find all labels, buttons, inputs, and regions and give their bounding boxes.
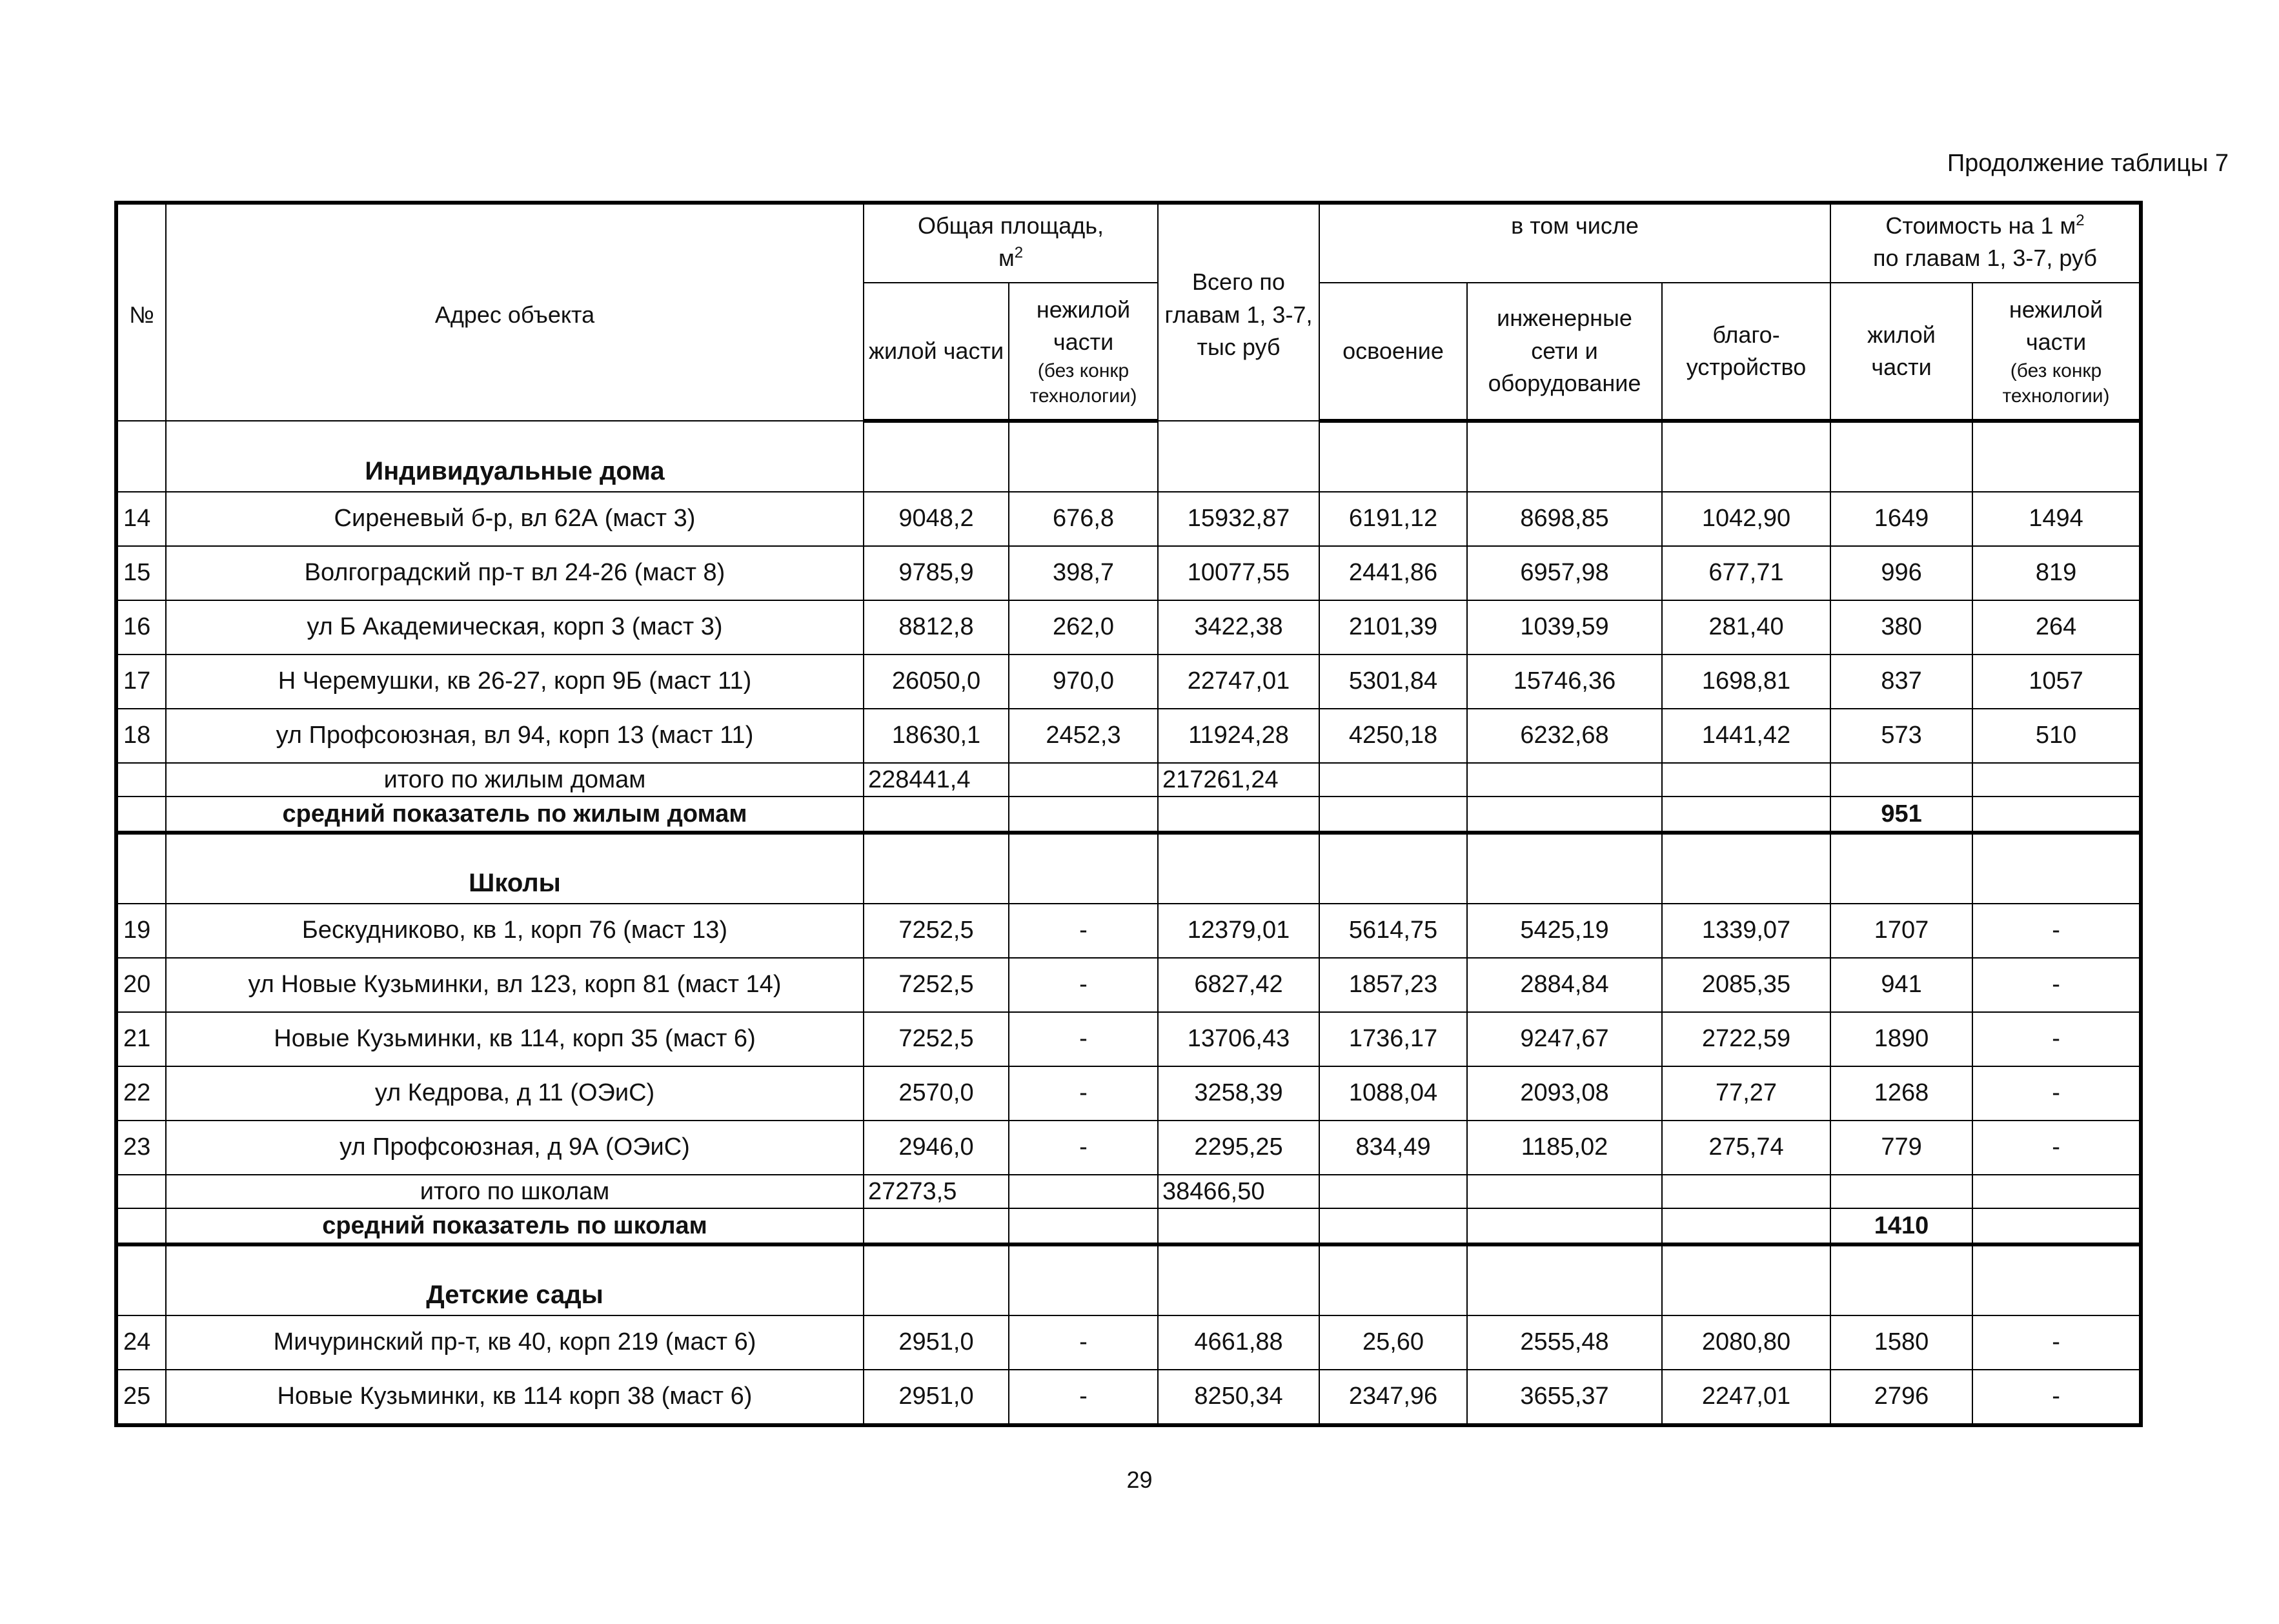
header-cost	[1830, 203, 2141, 283]
cell-engineering: 3655,37	[1467, 1370, 1662, 1425]
cell-cost-nonresidential: -	[1972, 1315, 2141, 1370]
cell-address: ул Б Академическая, корп 3 (маст 3)	[166, 600, 864, 655]
empty-cell	[116, 763, 166, 797]
empty-cell	[116, 833, 166, 904]
cell-development: 5614,75	[1319, 904, 1467, 958]
empty-cell	[1009, 797, 1158, 833]
header-area-unit: м	[998, 245, 1015, 272]
empty-cell	[1467, 421, 1662, 492]
table-row	[116, 1315, 2141, 1370]
cell-address: Н Черемушки, кв 26-27, корп 9Б (маст 11)	[166, 655, 864, 709]
cell-engineering: 15746,36	[1467, 655, 1662, 709]
cell-total-cost: 3422,38	[1158, 600, 1319, 655]
cell-development: 1736,17	[1319, 1012, 1467, 1066]
section-header-row	[116, 421, 2141, 492]
empty-cell	[1467, 1175, 1662, 1208]
cell-area-nonresidential: 262,0	[1009, 600, 1158, 655]
empty-cell	[1009, 421, 1158, 492]
cell-row-number: 21	[116, 1012, 166, 1066]
empty-cell	[116, 1175, 166, 1208]
average-row	[116, 797, 2141, 833]
section-header-row	[116, 1244, 2141, 1315]
empty-cell	[1662, 1208, 1830, 1244]
table-row	[116, 958, 2141, 1012]
cell-area-residential: 8812,8	[864, 600, 1009, 655]
cell-area-residential: 7252,5	[864, 904, 1009, 958]
cell-development: 834,49	[1319, 1121, 1467, 1175]
empty-cell	[1009, 763, 1158, 797]
cell-row-number: 23	[116, 1121, 166, 1175]
cell-total-cost: 4661,88	[1158, 1315, 1319, 1370]
cell-engineering: 2884,84	[1467, 958, 1662, 1012]
cell-landscaping: 2085,35	[1662, 958, 1830, 1012]
cell-landscaping: 2722,59	[1662, 1012, 1830, 1066]
cell-landscaping: 1042,90	[1662, 492, 1830, 546]
empty-cell	[1009, 1175, 1158, 1208]
cell-total-cost: 15932,87	[1158, 492, 1319, 546]
total-area: 27273,5	[864, 1175, 1009, 1208]
cell-cost-residential: 1707	[1830, 904, 1972, 958]
cell-area-nonresidential: 398,7	[1009, 546, 1158, 600]
empty-cell	[1972, 763, 2141, 797]
empty-cell	[864, 1244, 1009, 1315]
table-row	[116, 600, 2141, 655]
cell-cost-residential: 380	[1830, 600, 1972, 655]
cell-area-nonresidential: 676,8	[1009, 492, 1158, 546]
cell-row-number: 15	[116, 546, 166, 600]
cell-area-nonresidential: -	[1009, 1370, 1158, 1425]
cell-development: 2347,96	[1319, 1370, 1467, 1425]
empty-cell	[1158, 1244, 1319, 1315]
cell-cost-residential: 1580	[1830, 1315, 1972, 1370]
empty-cell	[1662, 1175, 1830, 1208]
empty-cell	[1972, 1244, 2141, 1315]
cell-total-cost: 22747,01	[1158, 655, 1319, 709]
cell-cost-residential: 996	[1830, 546, 1972, 600]
cell-area-nonresidential: 2452,3	[1009, 709, 1158, 763]
cell-engineering: 1039,59	[1467, 600, 1662, 655]
empty-cell	[1467, 833, 1662, 904]
cell-area-nonresidential: -	[1009, 1012, 1158, 1066]
cell-development: 25,60	[1319, 1315, 1467, 1370]
empty-cell	[1830, 833, 1972, 904]
cell-area-nonresidential: -	[1009, 904, 1158, 958]
cell-cost-nonresidential: 819	[1972, 546, 2141, 600]
cell-area-nonresidential: -	[1009, 958, 1158, 1012]
cell-development: 4250,18	[1319, 709, 1467, 763]
cell-cost-nonresidential: -	[1972, 1012, 2141, 1066]
table-row	[116, 1066, 2141, 1121]
empty-cell	[1467, 1208, 1662, 1244]
cell-area-residential: 2570,0	[864, 1066, 1009, 1121]
cell-engineering: 6957,98	[1467, 546, 1662, 600]
empty-cell	[1009, 1208, 1158, 1244]
cell-row-number: 22	[116, 1066, 166, 1121]
empty-cell	[1319, 1175, 1467, 1208]
cell-area-nonresidential: -	[1009, 1315, 1158, 1370]
empty-cell	[1319, 763, 1467, 797]
empty-cell	[116, 1244, 166, 1315]
cell-cost-residential: 1649	[1830, 492, 1972, 546]
header-landscaping: благо-устройство	[1662, 283, 1830, 421]
header-cost-title: Стоимость на 1 м	[1885, 212, 2076, 239]
header-cost-sup: 2	[2076, 212, 2085, 229]
header-cost-res: жилой части	[1830, 283, 1972, 421]
cell-cost-residential: 1890	[1830, 1012, 1972, 1066]
header-area-nonres	[1009, 283, 1158, 421]
cell-development: 5301,84	[1319, 655, 1467, 709]
empty-cell	[1662, 421, 1830, 492]
total-label: итого по жилым домам	[166, 763, 864, 797]
empty-cell	[1319, 797, 1467, 833]
cell-row-number: 17	[116, 655, 166, 709]
cell-address: Волгоградский пр-т вл 24-26 (маст 8)	[166, 546, 864, 600]
cell-row-number: 16	[116, 600, 166, 655]
empty-cell	[1972, 1175, 2141, 1208]
empty-cell	[1972, 421, 2141, 492]
cell-area-residential: 2951,0	[864, 1315, 1009, 1370]
cell-landscaping: 281,40	[1662, 600, 1830, 655]
section-header-row	[116, 833, 2141, 904]
empty-cell	[1972, 797, 2141, 833]
table-body	[116, 421, 2141, 1425]
cell-cost-nonresidential: -	[1972, 958, 2141, 1012]
cell-area-nonresidential: -	[1009, 1066, 1158, 1121]
empty-cell	[864, 833, 1009, 904]
cell-cost-residential: 837	[1830, 655, 1972, 709]
empty-cell	[116, 797, 166, 833]
cell-address: ул Кедрова, д 11 (ОЭиС)	[166, 1066, 864, 1121]
cell-area-residential: 9785,9	[864, 546, 1009, 600]
cell-total-cost: 3258,39	[1158, 1066, 1319, 1121]
table-row	[116, 1370, 2141, 1425]
table-row	[116, 546, 2141, 600]
empty-cell	[1158, 833, 1319, 904]
cell-area-residential: 7252,5	[864, 1012, 1009, 1066]
header-area	[864, 203, 1158, 283]
header-area-nonres-label: нежилой части	[1036, 296, 1131, 355]
cell-engineering: 2093,08	[1467, 1066, 1662, 1121]
cell-engineering: 6232,68	[1467, 709, 1662, 763]
empty-cell	[1467, 1244, 1662, 1315]
empty-cell	[1158, 421, 1319, 492]
header-area-nonres-note: (без конкр технологии)	[1029, 360, 1137, 407]
cell-cost-nonresidential: 1057	[1972, 655, 2141, 709]
cell-cost-nonresidential: -	[1972, 1370, 2141, 1425]
cell-development: 2441,86	[1319, 546, 1467, 600]
total-cost: 217261,24	[1158, 763, 1319, 797]
header-area-unit-sup: 2	[1014, 244, 1024, 262]
cell-area-residential: 2946,0	[864, 1121, 1009, 1175]
empty-cell	[1972, 1208, 2141, 1244]
cell-engineering: 1185,02	[1467, 1121, 1662, 1175]
total-row	[116, 1175, 2141, 1208]
total-label: итого по школам	[166, 1175, 864, 1208]
cell-landscaping: 275,74	[1662, 1121, 1830, 1175]
empty-cell	[1009, 833, 1158, 904]
empty-cell	[1662, 763, 1830, 797]
cell-area-residential: 26050,0	[864, 655, 1009, 709]
cell-landscaping: 77,27	[1662, 1066, 1830, 1121]
cell-landscaping: 2080,80	[1662, 1315, 1830, 1370]
total-row	[116, 763, 2141, 797]
empty-cell	[1662, 1244, 1830, 1315]
cell-area-residential: 9048,2	[864, 492, 1009, 546]
header-including: в том числе	[1319, 203, 1830, 283]
cell-address: ул Профсоюзная, д 9А (ОЭиС)	[166, 1121, 864, 1175]
empty-cell	[1467, 763, 1662, 797]
header-engineering: инженерные сети и оборудование	[1467, 283, 1662, 421]
empty-cell	[1319, 1208, 1467, 1244]
header-no: №	[116, 203, 166, 421]
cell-total-cost: 12379,01	[1158, 904, 1319, 958]
cell-cost-nonresidential: -	[1972, 1121, 2141, 1175]
average-label: средний показатель по школам	[166, 1208, 864, 1244]
cost-table	[114, 201, 2143, 1427]
total-cost: 38466,50	[1158, 1175, 1319, 1208]
empty-cell	[1158, 1208, 1319, 1244]
table-row	[116, 1012, 2141, 1066]
header-total: Всего по главам 1, 3-7, тыс руб	[1158, 203, 1319, 421]
header-cost-nonres-label: нежилой части	[2009, 296, 2103, 355]
cell-row-number: 20	[116, 958, 166, 1012]
cell-cost-residential: 1268	[1830, 1066, 1972, 1121]
cell-total-cost: 8250,34	[1158, 1370, 1319, 1425]
section-title: Индивидуальные дома	[166, 421, 864, 492]
cell-row-number: 25	[116, 1370, 166, 1425]
cell-row-number: 19	[116, 904, 166, 958]
cell-total-cost: 10077,55	[1158, 546, 1319, 600]
empty-cell	[116, 1208, 166, 1244]
cell-total-cost: 6827,42	[1158, 958, 1319, 1012]
empty-cell	[1319, 1244, 1467, 1315]
empty-cell	[1319, 833, 1467, 904]
cell-landscaping: 2247,01	[1662, 1370, 1830, 1425]
cell-area-residential: 18630,1	[864, 709, 1009, 763]
cell-development: 1088,04	[1319, 1066, 1467, 1121]
empty-cell	[1009, 1244, 1158, 1315]
cell-cost-nonresidential: -	[1972, 904, 2141, 958]
empty-cell	[1662, 797, 1830, 833]
cell-cost-nonresidential: 1494	[1972, 492, 2141, 546]
average-value: 951	[1830, 797, 1972, 833]
cell-area-nonresidential: -	[1009, 1121, 1158, 1175]
table-row	[116, 709, 2141, 763]
cell-cost-nonresidential: 510	[1972, 709, 2141, 763]
cell-engineering: 5425,19	[1467, 904, 1662, 958]
average-label: средний показатель по жилым домам	[166, 797, 864, 833]
empty-cell	[1830, 421, 1972, 492]
empty-cell	[1662, 833, 1830, 904]
empty-cell	[864, 797, 1009, 833]
cell-row-number: 18	[116, 709, 166, 763]
empty-cell	[116, 421, 166, 492]
cell-address: Бескудниково, кв 1, корп 76 (маст 13)	[166, 904, 864, 958]
cell-address: Мичуринский пр-т, кв 40, корп 219 (маст 6)	[166, 1315, 864, 1370]
empty-cell	[1467, 797, 1662, 833]
empty-cell	[1830, 1244, 1972, 1315]
header-address: Адрес объекта	[166, 203, 864, 421]
cell-address: Новые Кузьминки, кв 114 корп 38 (маст 6)	[166, 1370, 864, 1425]
section-title: Детские сады	[166, 1244, 864, 1315]
cell-development: 2101,39	[1319, 600, 1467, 655]
average-row	[116, 1208, 2141, 1244]
section-title: Школы	[166, 833, 864, 904]
cell-cost-nonresidential: 264	[1972, 600, 2141, 655]
cell-cost-residential: 941	[1830, 958, 1972, 1012]
cell-development: 6191,12	[1319, 492, 1467, 546]
empty-cell	[864, 421, 1009, 492]
page-number: 29	[1126, 1467, 1153, 1493]
total-area: 228441,4	[864, 763, 1009, 797]
cell-row-number: 14	[116, 492, 166, 546]
table-header	[116, 203, 2141, 421]
cell-row-number: 24	[116, 1315, 166, 1370]
cell-engineering: 8698,85	[1467, 492, 1662, 546]
cell-cost-residential: 573	[1830, 709, 1972, 763]
cell-area-residential: 7252,5	[864, 958, 1009, 1012]
cell-cost-residential: 2796	[1830, 1370, 1972, 1425]
cell-landscaping: 1339,07	[1662, 904, 1830, 958]
cell-cost-nonresidential: -	[1972, 1066, 2141, 1121]
table-continuation-caption: Продолжение таблицы 7	[1947, 150, 2229, 177]
table-row	[116, 1121, 2141, 1175]
empty-cell	[1830, 763, 1972, 797]
header-development: освоение	[1319, 283, 1467, 421]
header-area-title: Общая площадь,	[917, 212, 1104, 239]
cell-address: ул Профсоюзная, вл 94, корп 13 (маст 11)	[166, 709, 864, 763]
header-cost-nonres-note: (без конкр технологии)	[2002, 360, 2110, 407]
header-cost-title2: по главам 1, 3-7, руб	[1872, 245, 2098, 272]
empty-cell	[864, 1208, 1009, 1244]
header-area-res: жилой части	[864, 283, 1009, 421]
cell-area-residential: 2951,0	[864, 1370, 1009, 1425]
cell-total-cost: 11924,28	[1158, 709, 1319, 763]
cell-cost-residential: 779	[1830, 1121, 1972, 1175]
cell-engineering: 2555,48	[1467, 1315, 1662, 1370]
cell-development: 1857,23	[1319, 958, 1467, 1012]
table-row	[116, 904, 2141, 958]
empty-cell	[1158, 797, 1319, 833]
cell-address: Сиреневый б-р, вл 62А (маст 3)	[166, 492, 864, 546]
cell-landscaping: 1698,81	[1662, 655, 1830, 709]
cell-total-cost: 2295,25	[1158, 1121, 1319, 1175]
table-row	[116, 492, 2141, 546]
cell-engineering: 9247,67	[1467, 1012, 1662, 1066]
cell-landscaping: 677,71	[1662, 546, 1830, 600]
table-row	[116, 655, 2141, 709]
empty-cell	[1319, 421, 1467, 492]
header-cost-nonres	[1972, 283, 2141, 421]
cell-total-cost: 13706,43	[1158, 1012, 1319, 1066]
cell-address: ул Новые Кузьминки, вл 123, корп 81 (маст 14)	[166, 958, 864, 1012]
cell-landscaping: 1441,42	[1662, 709, 1830, 763]
empty-cell	[1830, 1175, 1972, 1208]
empty-cell	[1972, 833, 2141, 904]
cell-area-nonresidential: 970,0	[1009, 655, 1158, 709]
cell-address: Новые Кузьминки, кв 114, корп 35 (маст 6)	[166, 1012, 864, 1066]
average-value: 1410	[1830, 1208, 1972, 1244]
